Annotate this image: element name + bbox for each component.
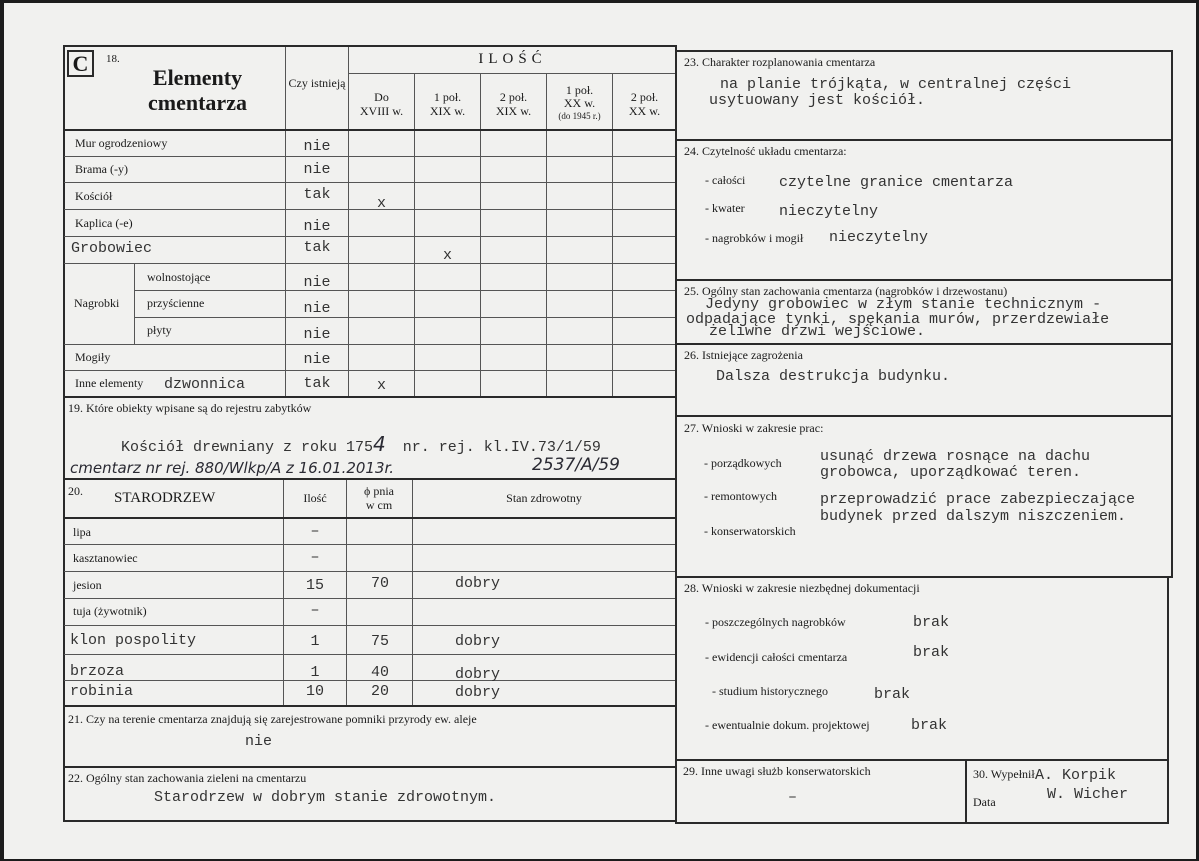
tree-kasztanowiec-count: – — [310, 549, 320, 566]
tree-lipa: lipa — [73, 525, 91, 539]
section-26-label: 26. Istniejące zagrożenia — [684, 348, 803, 362]
tree-tuja-count: – — [310, 602, 320, 619]
row-grobowiec-label: Grobowiec — [71, 240, 153, 257]
section-28-v1: brak — [913, 614, 950, 631]
tree-robinia-state: dobry — [455, 684, 501, 701]
section-27-v1a: usunąć drzewa rosnące na dachu — [820, 448, 1091, 465]
tree-klon: klon pospolity — [70, 632, 197, 649]
section-29-label: 29. Inne uwagi służb konserwatorskich — [683, 764, 871, 778]
row-mur-label: Mur ogrodzeniowy — [75, 136, 168, 150]
section-22-value: Starodrzew w dobrym stanie zdrowotnym. — [154, 789, 497, 806]
section-19-hand-digit: 4 — [373, 432, 386, 456]
col-2pol-xx: 2 poł. XX w. — [628, 90, 661, 118]
section-30-name2: W. Wicher — [1047, 786, 1129, 803]
exists-kosciol: tak — [303, 186, 331, 203]
tree-brzoza-state: dobry — [455, 666, 501, 683]
row-mogily-label: Mogiły — [75, 350, 111, 364]
section-25-line3: żeliwne drzwi wejściowe. — [709, 323, 926, 340]
section-28-k2: - ewidencji całości cmentarza — [705, 650, 848, 664]
section-21-label: 21. Czy na terenie cmentarza znajdują się zarejestrowane pomniki przyrody ew. aleje — [68, 712, 477, 726]
exists-przyscienne: nie — [303, 300, 331, 317]
section-24-v3: nieczytelny — [829, 229, 929, 246]
section-27-k1: - porządkowych — [704, 456, 782, 470]
section-30-label: 30. Wypełnił — [973, 767, 1035, 781]
tree-jesion-count: 15 — [305, 577, 324, 594]
section-18-title: Elementy cmentarza — [148, 65, 247, 115]
section-27-v2b: budynek przed dalszym niszczeniem. — [820, 508, 1127, 525]
section-26-value: Dalsza destrukcja budynku. — [716, 368, 951, 385]
section-28-v3: brak — [874, 686, 911, 703]
section-28-label: 28. Wnioski w zakresie niezbędnej dokumentacji — [684, 581, 920, 595]
col-2pol-xix: 2 poł. XIX w. — [495, 90, 532, 118]
section-24-k2: - kwater — [705, 201, 745, 215]
mark-kosciol: x — [376, 195, 386, 212]
section-24-frame — [675, 139, 1173, 281]
section-23-line1: na planie trójkąta, w centralnej części — [720, 76, 1072, 93]
section-28-k4: - ewentualnie dokum. projektowej — [705, 718, 870, 732]
exists-brama: nie — [303, 161, 331, 178]
exists-inne: tak — [303, 375, 331, 392]
section-30-name1: A. Korpik — [1035, 767, 1117, 784]
exists-mogily: nie — [303, 351, 331, 368]
section-29-value: – — [788, 789, 798, 806]
section-21-value: nie — [245, 733, 273, 750]
section-30-data-label: Data — [973, 795, 996, 809]
row-inne-label: Inne elementy — [75, 376, 144, 390]
col-ilosc: ILOŚĆ — [478, 51, 547, 67]
row-przyscienne-label: przyścienne — [147, 296, 205, 310]
col-ilosc-trees: Ilość — [303, 491, 327, 505]
section-23-label: 23. Charakter rozplanowania cmentarza — [684, 55, 876, 69]
section-letter-box: C — [67, 50, 94, 77]
tree-jesion-state: dobry — [455, 575, 501, 592]
section-19-typed: Kościół drewniany z roku 1754 nr. rej. kl.IV.73/1/59 — [121, 432, 601, 456]
exists-grobowiec: tak — [303, 239, 331, 256]
section-23-line2: usytuowany jest kościół. — [709, 92, 926, 109]
section-24-label: 24. Czytelność układu cmentarza: — [684, 144, 847, 158]
row-kosciol-label: Kościół — [75, 189, 113, 203]
section-25-line2: odpadające tynki, spękania murów, przerdzewiałe — [686, 311, 1110, 328]
row-nagrobki-label: Nagrobki — [74, 296, 120, 310]
tree-robinia-count: 10 — [305, 683, 324, 700]
tree-klon-state: dobry — [455, 633, 501, 650]
col-czy-istnieja: Czy istnieją — [288, 76, 346, 90]
exists-wolnostojace: nie — [303, 274, 331, 291]
row-plyty-label: płyty — [147, 323, 172, 337]
section-24-k1: - całości — [705, 173, 746, 187]
tree-brzoza: brzoza — [70, 663, 125, 680]
section-28-k1: - poszczególnych nagrobków — [705, 615, 846, 629]
section-20-number: 20. — [68, 484, 83, 498]
row-kaplica-label: Kaplica (-e) — [75, 216, 133, 230]
tree-brzoza-count: 1 — [310, 664, 320, 681]
mark-grobowiec: x — [442, 247, 452, 264]
tree-klon-count: 1 — [310, 633, 320, 650]
section-28-k3: - studium historycznego — [712, 684, 828, 698]
section-24-v1: czytelne granice cmentarza — [779, 174, 1014, 191]
section-18-number: 18. — [106, 53, 120, 65]
section-25-line1: Jedyny grobowiec w złym stanie technicznym - — [705, 296, 1102, 313]
col-stan: Stan zdrowotny — [506, 491, 582, 505]
section-19-hand-num: 2537/A/59 — [532, 455, 620, 475]
col-pnia: ϕ pnia w cm — [364, 484, 394, 512]
tree-lipa-count: – — [310, 523, 320, 540]
section-24-v2: nieczytelny — [779, 203, 879, 220]
section-27-k2: - remontowych — [704, 489, 777, 503]
tree-robinia-dia: 20 — [370, 683, 389, 700]
tree-brzoza-dia: 40 — [370, 664, 389, 681]
col-1pol-xx: 1 poł. XX w. (do 1945 r.) — [558, 83, 601, 121]
exists-kaplica: nie — [303, 218, 331, 235]
mark-inne: x — [376, 377, 386, 394]
section-27-label: 27. Wnioski w zakresie prac: — [684, 421, 824, 435]
section-27-v1b: grobowca, uporządkować teren. — [820, 464, 1082, 481]
section-28-v4: brak — [911, 717, 948, 734]
section-19-label: 19. Które obiekty wpisane są do rejestru zabytków — [68, 401, 312, 415]
section-28-v2: brak — [913, 644, 950, 661]
tree-klon-dia: 75 — [370, 633, 389, 650]
section-22-label: 22. Ogólny stan zachowania zieleni na cmentarzu — [68, 771, 307, 785]
tree-tuja: tuja (żywotnik) — [73, 604, 147, 618]
row-wolnostojace-label: wolnostojące — [147, 270, 211, 284]
tree-jesion-dia: 70 — [370, 575, 389, 592]
tree-robinia: robinia — [70, 683, 134, 700]
row-brama-label: Brama (-y) — [75, 162, 128, 176]
section-19-hand-line: cmentarz nr rej. 880/Wlkp/A z 16.01.2013r. — [70, 459, 395, 477]
tree-kasztanowiec: kasztanowiec — [73, 551, 138, 565]
exists-mur: nie — [303, 138, 331, 155]
section-27-v2a: przeprowadzić prace zabezpieczające — [820, 491, 1136, 508]
exists-plyty: nie — [303, 326, 331, 343]
tree-jesion: jesion — [73, 578, 102, 592]
col-1pol-xix: 1 poł. XIX w. — [429, 90, 466, 118]
section-24-k3: - nagrobków i mogił — [705, 231, 804, 245]
section-25-label: 25. Ogólny stan zachowania cmentarza (nagrobków i drzewostanu) — [684, 284, 1008, 298]
row-inne-extra: dzwonnica — [164, 376, 246, 393]
section-20-title: STARODRZEW — [114, 490, 216, 506]
col-do-xviii: Do XVIII w. — [359, 90, 404, 118]
section-27-k3: - konserwatorskich — [704, 524, 796, 538]
